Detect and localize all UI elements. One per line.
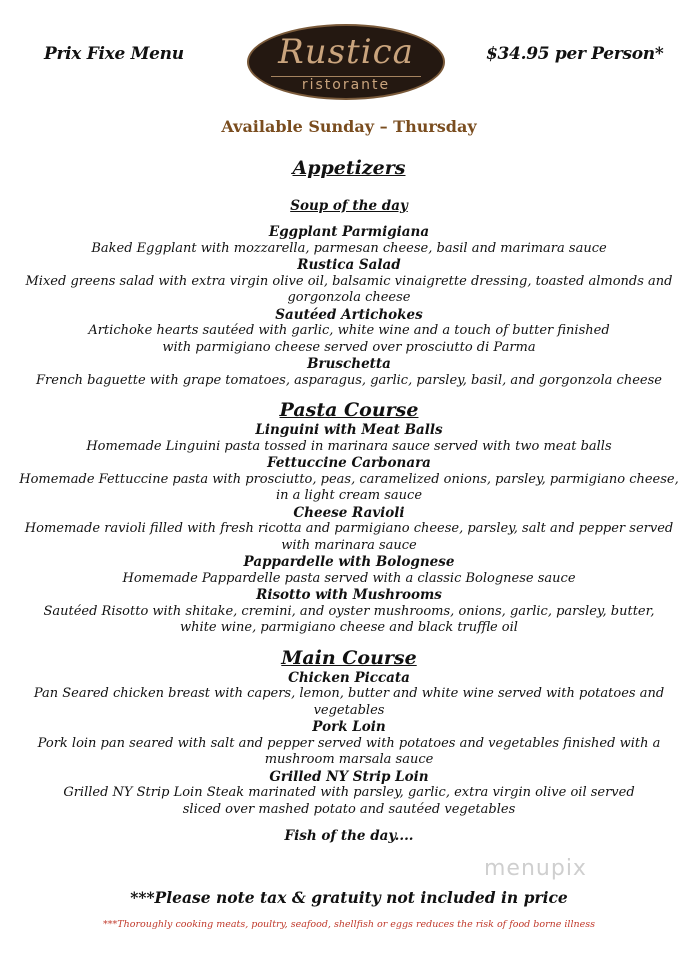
pasta-list [10, 422, 688, 637]
menupix-watermark: menupix [484, 856, 587, 881]
menu-item-description: Homemade Linguini pasta tossed in marinara sauce served with two meat balls [86, 438, 612, 454]
menu-item-description: French baguette with grape tomatoes, asparagus, garlic, parsley, basil, and gorgonzola cheese [36, 372, 662, 388]
appetizers-list [10, 224, 688, 389]
menu-header [0, 0, 698, 110]
menu-item-description: in a light cream sauce [275, 488, 423, 503]
menu-item-description: sliced over mashed potato and sautéed vegetables [182, 801, 516, 817]
menu-item [10, 224, 688, 257]
section-title-appetizers: Appetizers [292, 157, 406, 179]
menu-item-description: Mixed greens salad with extra virgin olive oil, balsamic vinaigrette dressing, toasted almonds and [25, 273, 673, 289]
tax-gratuity-note: ***Please note tax & gratuity not included in price [130, 888, 568, 907]
menu-item [10, 455, 688, 505]
menu-item [10, 422, 688, 455]
menu-item [10, 670, 688, 720]
menu-item-description: Grilled NY Strip Loin Steak marinated with parsley, garlic, extra virgin olive oil served [63, 785, 635, 800]
menu-item-description: Homemade Pappardelle pasta served with a classic Bolognese sauce [122, 570, 576, 586]
menu-item-name: Chicken Piccata [288, 669, 410, 686]
menu-item-description: vegetables [313, 702, 385, 718]
menu-item [10, 257, 688, 307]
menu-item-name: Cheese Ravioli [293, 504, 405, 521]
menu-item [10, 307, 688, 357]
section-title-main: Main Course [281, 646, 417, 669]
menu-item-name: Grilled NY Strip Loin [269, 768, 429, 785]
menu-item [10, 769, 688, 819]
menu-item-name: Pork Loin [312, 719, 386, 735]
fish-of-the-day: Fish of the day.... [284, 828, 414, 844]
menu-item-description: white wine, parmigiano cheese and black truffle oil [180, 620, 518, 635]
menu-item-description: Homemade Fettuccine pasta with prosciutto, peas, caramelized onions, parsley, parmigiano cheese, [19, 471, 679, 487]
menu-item [10, 587, 688, 637]
food-safety-warning: ***Thoroughly cooking meats, poultry, seafood, shellfish or eggs reduces the risk of food borne illness [103, 919, 595, 930]
menu-item-description: Baked Eggplant with mozzarella, parmesan cheese, basil and marimara sauce [91, 240, 607, 256]
rustica-logo [247, 24, 445, 100]
menu-item-name: Risotto with Mushrooms [256, 587, 442, 603]
menu-item [10, 554, 688, 587]
menu-item-name: Eggplant Parmigiana [268, 224, 430, 240]
section-title-pasta: Pasta Course [279, 399, 419, 421]
menu-item-description: gorgonzola cheese [287, 290, 411, 305]
menu-item-description: with parmigiano cheese served over prosciutto di Parma [162, 339, 536, 355]
menu-item-description: Artichoke hearts sautéed with garlic, white wine and a touch of butter finished [88, 323, 610, 338]
availability-note: Available Sunday – Thursday [221, 117, 477, 136]
prix-fixe-title: Prix Fixe Menu [44, 44, 184, 64]
menu-item-description: Homemade ravioli filled with fresh ricotta and parmigiano cheese, parsley, salt and pepper served [24, 521, 674, 536]
price-per-person: $34.95 per Person* [486, 44, 664, 64]
menu-item-name: Bruschetta [307, 356, 391, 372]
menu-item [10, 356, 688, 389]
menu-item-name: Pappardelle with Bolognese [243, 554, 455, 570]
menu-item-description: with marinara sauce [281, 537, 417, 553]
menu-item-description: Pan Seared chicken breast with capers, lemon, butter and white wine served with potatoes and [33, 686, 665, 701]
soup-of-the-day: Soup of the day [290, 198, 408, 214]
menu-item-description: Pork loin pan seared with salt and pepper served with potatoes and vegetables finished with a [37, 735, 661, 751]
menu-item-name: Rustica Salad [297, 257, 401, 273]
menu-item [10, 719, 688, 769]
menu-item-description: Sautéed Risotto with shitake, cremini, and oyster mushrooms, onions, garlic, parsley, butter, [43, 603, 655, 619]
main-list [10, 670, 688, 819]
menu-item-name: Linguini with Meat Balls [255, 422, 443, 438]
menu-body [10, 156, 688, 845]
menu-item [10, 505, 688, 555]
logo-name: Rustica [278, 32, 414, 72]
menu-item-description: mushroom marsala sauce [264, 752, 434, 767]
logo-subtitle: ristorante [301, 77, 391, 93]
menu-item-name: Sautéed Artichokes [275, 306, 423, 323]
menu-item-name: Fettuccine Carbonara [267, 455, 431, 471]
